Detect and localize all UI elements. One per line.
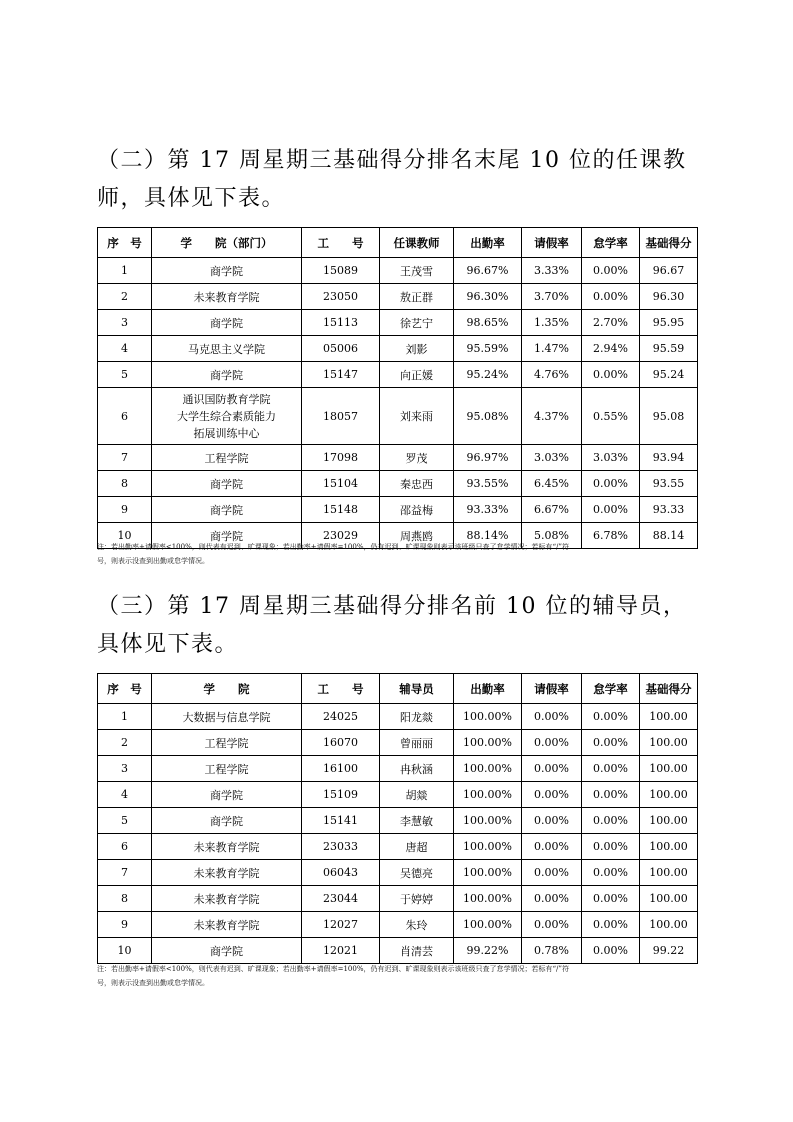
col-header-truancy: 怠学率 [582, 674, 640, 704]
row-score: 100.00 [640, 756, 698, 782]
row-score: 100.00 [640, 912, 698, 938]
row-id: 15104 [302, 471, 380, 497]
row-leave: 1.47% [522, 336, 582, 362]
row-no: 8 [98, 471, 152, 497]
row-attendance: 95.08% [454, 388, 522, 445]
row-name: 朱玲 [380, 912, 454, 938]
row-score: 96.67 [640, 258, 698, 284]
row-attendance: 100.00% [454, 912, 522, 938]
row-name: 刘影 [380, 336, 454, 362]
row-id: 24025 [302, 704, 380, 730]
row-score: 100.00 [640, 782, 698, 808]
row-truancy: 0.00% [582, 808, 640, 834]
row-leave: 0.00% [522, 808, 582, 834]
row-leave: 4.76% [522, 362, 582, 388]
row-name: 于婷婷 [380, 886, 454, 912]
row-truancy: 0.00% [582, 834, 640, 860]
row-id: 23050 [302, 284, 380, 310]
row-name: 肖清芸 [380, 938, 454, 964]
col-header-score: 基础得分 [640, 228, 698, 258]
row-college-multiline [152, 388, 302, 445]
row-truancy: 0.00% [582, 730, 640, 756]
row-score: 93.33 [640, 497, 698, 523]
row-leave: 6.67% [522, 497, 582, 523]
col-header-leave: 请假率 [522, 228, 582, 258]
col-header-score: 基础得分 [640, 674, 698, 704]
row-leave: 0.00% [522, 756, 582, 782]
row-truancy: 0.00% [582, 782, 640, 808]
table-row [98, 497, 698, 523]
row-name: 王茂雪 [380, 258, 454, 284]
row-college: 未来教育学院 [152, 860, 302, 886]
row-attendance: 93.55% [454, 471, 522, 497]
row-id: 15148 [302, 497, 380, 523]
row-no: 5 [98, 808, 152, 834]
table-row [98, 445, 698, 471]
row-no: 9 [98, 912, 152, 938]
row-id: 23033 [302, 834, 380, 860]
row-leave: 0.00% [522, 912, 582, 938]
row-id: 15113 [302, 310, 380, 336]
table-row [98, 730, 698, 756]
row-name: 周燕鸥 [380, 523, 454, 549]
row-no: 6 [98, 388, 152, 445]
row-name: 胡燚 [380, 782, 454, 808]
row-id: 15089 [302, 258, 380, 284]
row-college: 大数据与信息学院 [152, 704, 302, 730]
row-id: 23029 [302, 523, 380, 549]
row-name: 李慧敏 [380, 808, 454, 834]
teacher-table [97, 227, 698, 549]
row-college: 工程学院 [152, 756, 302, 782]
row-truancy: 0.00% [582, 284, 640, 310]
table-header-row [98, 674, 698, 704]
row-leave: 0.00% [522, 860, 582, 886]
col-header-teacher: 任课教师 [380, 228, 454, 258]
row-name: 敖正群 [380, 284, 454, 310]
table-row [98, 938, 698, 964]
row-name: 吴德亮 [380, 860, 454, 886]
row-name: 秦忠西 [380, 471, 454, 497]
row-truancy: 0.00% [582, 471, 640, 497]
row-leave: 0.78% [522, 938, 582, 964]
row-no: 1 [98, 704, 152, 730]
row-no: 1 [98, 258, 152, 284]
row-leave: 0.00% [522, 834, 582, 860]
row-truancy: 3.03% [582, 445, 640, 471]
row-name: 邵益梅 [380, 497, 454, 523]
row-attendance: 100.00% [454, 834, 522, 860]
row-id: 05006 [302, 336, 380, 362]
row-no: 10 [98, 523, 152, 549]
row-no: 8 [98, 886, 152, 912]
row-leave: 4.37% [522, 388, 582, 445]
row-truancy: 0.00% [582, 362, 640, 388]
row-attendance: 96.97% [454, 445, 522, 471]
row-attendance: 99.22% [454, 938, 522, 964]
row-attendance: 100.00% [454, 886, 522, 912]
row-college: 商学院 [152, 362, 302, 388]
table-row [98, 782, 698, 808]
row-score: 88.14 [640, 523, 698, 549]
row-attendance: 96.30% [454, 284, 522, 310]
row-score: 95.08 [640, 388, 698, 445]
row-truancy: 0.00% [582, 938, 640, 964]
row-leave: 3.03% [522, 445, 582, 471]
row-score: 100.00 [640, 808, 698, 834]
row-attendance: 93.33% [454, 497, 522, 523]
table-row [98, 860, 698, 886]
row-college: 商学院 [152, 782, 302, 808]
col-header-attendance: 出勤率 [454, 228, 522, 258]
row-truancy: 0.00% [582, 912, 640, 938]
row-attendance: 100.00% [454, 756, 522, 782]
row-score: 100.00 [640, 886, 698, 912]
table-row [98, 912, 698, 938]
table-row [98, 471, 698, 497]
college-line: 通识国防教育学院 [182, 392, 271, 406]
row-name: 刘来雨 [380, 388, 454, 445]
row-no: 7 [98, 445, 152, 471]
row-truancy: 0.00% [582, 860, 640, 886]
row-college: 马克思主义学院 [152, 336, 302, 362]
row-attendance: 100.00% [454, 860, 522, 886]
table-row [98, 704, 698, 730]
row-college: 商学院 [152, 258, 302, 284]
col-header-attendance: 出勤率 [454, 674, 522, 704]
row-score: 100.00 [640, 860, 698, 886]
table-row [98, 336, 698, 362]
row-leave: 6.45% [522, 471, 582, 497]
row-college: 商学院 [152, 497, 302, 523]
college-line: 大学生综合素质能力 [177, 409, 276, 423]
row-attendance: 95.59% [454, 336, 522, 362]
row-no: 7 [98, 860, 152, 886]
row-name: 阳龙燚 [380, 704, 454, 730]
row-score: 93.94 [640, 445, 698, 471]
row-college: 商学院 [152, 310, 302, 336]
row-no: 6 [98, 834, 152, 860]
row-id: 16100 [302, 756, 380, 782]
footnote-line: 号，则表示没查到出勤或怠学情况。 [97, 557, 209, 565]
row-attendance: 95.24% [454, 362, 522, 388]
row-truancy: 0.55% [582, 388, 640, 445]
row-college: 未来教育学院 [152, 284, 302, 310]
col-header-id: 工 号 [302, 674, 380, 704]
row-no: 4 [98, 336, 152, 362]
section3-heading: （三）第 17 周星期三基础得分排名前 10 位的辅导员，具体见下表。 [97, 594, 687, 657]
row-truancy: 0.00% [582, 258, 640, 284]
row-id: 15109 [302, 782, 380, 808]
table-row [98, 388, 698, 445]
table-footnote [97, 962, 697, 990]
table-row [98, 284, 698, 310]
row-college: 未来教育学院 [152, 912, 302, 938]
row-id: 06043 [302, 860, 380, 886]
row-score: 100.00 [640, 730, 698, 756]
row-truancy: 0.00% [582, 756, 640, 782]
college-line: 拓展训练中心 [193, 426, 260, 440]
table-header-row [98, 228, 698, 258]
footnote-line: 注：若出勤率+请假率<100%，则代表有迟到、旷课现象；若出勤率+请假率=100%，仍有迟到、旷课现象则表示该班级只查了怠学情况；若标有“/”符 [97, 543, 569, 551]
row-leave: 3.70% [522, 284, 582, 310]
row-id: 12027 [302, 912, 380, 938]
row-attendance: 96.67% [454, 258, 522, 284]
row-attendance: 98.65% [454, 310, 522, 336]
row-id: 23044 [302, 886, 380, 912]
row-id: 15141 [302, 808, 380, 834]
section2-heading: （二）第 17 周星期三基础得分排名末尾 10 位的任课教师，具体见下表。 [97, 148, 687, 211]
table-row [98, 834, 698, 860]
row-college: 未来教育学院 [152, 886, 302, 912]
row-no: 4 [98, 782, 152, 808]
row-id: 12021 [302, 938, 380, 964]
row-score: 100.00 [640, 834, 698, 860]
row-score: 93.55 [640, 471, 698, 497]
row-college: 商学院 [152, 808, 302, 834]
row-score: 100.00 [640, 704, 698, 730]
row-attendance: 100.00% [454, 808, 522, 834]
table-row [98, 886, 698, 912]
table-row [98, 362, 698, 388]
row-attendance: 88.14% [454, 523, 522, 549]
col-header-college: 学 院（部门） [152, 228, 302, 258]
row-score: 95.59 [640, 336, 698, 362]
table-row [98, 808, 698, 834]
row-leave: 3.33% [522, 258, 582, 284]
row-no: 3 [98, 310, 152, 336]
row-no: 5 [98, 362, 152, 388]
row-no: 2 [98, 284, 152, 310]
row-attendance: 100.00% [454, 782, 522, 808]
row-score: 96.30 [640, 284, 698, 310]
row-leave: 5.08% [522, 523, 582, 549]
row-score: 95.95 [640, 310, 698, 336]
row-truancy: 0.00% [582, 886, 640, 912]
row-truancy: 2.70% [582, 310, 640, 336]
row-id: 18057 [302, 388, 380, 445]
row-attendance: 100.00% [454, 704, 522, 730]
counselor-table [97, 673, 698, 964]
row-leave: 0.00% [522, 886, 582, 912]
col-header-truancy: 怠学率 [582, 228, 640, 258]
row-name: 罗茂 [380, 445, 454, 471]
row-college: 工程学院 [152, 730, 302, 756]
row-no: 3 [98, 756, 152, 782]
table-row [98, 258, 698, 284]
row-leave: 0.00% [522, 704, 582, 730]
row-score: 99.22 [640, 938, 698, 964]
row-truancy: 0.00% [582, 704, 640, 730]
col-header-no: 序 号 [98, 228, 152, 258]
row-college: 商学院 [152, 938, 302, 964]
row-name: 唐超 [380, 834, 454, 860]
row-college: 未来教育学院 [152, 834, 302, 860]
row-college: 工程学院 [152, 445, 302, 471]
row-name: 曾丽丽 [380, 730, 454, 756]
row-leave: 1.35% [522, 310, 582, 336]
row-id: 16070 [302, 730, 380, 756]
row-name: 向正媛 [380, 362, 454, 388]
row-truancy: 6.78% [582, 523, 640, 549]
footnote-line: 号，则表示没查到出勤或怠学情况。 [97, 979, 209, 987]
row-id: 15147 [302, 362, 380, 388]
table-row [98, 756, 698, 782]
row-name: 冉秋涵 [380, 756, 454, 782]
row-truancy: 2.94% [582, 336, 640, 362]
table-row [98, 310, 698, 336]
row-no: 2 [98, 730, 152, 756]
row-leave: 0.00% [522, 730, 582, 756]
table-footnote [97, 540, 697, 568]
row-no: 10 [98, 938, 152, 964]
footnote-line: 注：若出勤率+请假率<100%，则代表有迟到、旷课现象；若出勤率+请假率=100%，仍有迟到、旷课现象则表示该班级只查了怠学情况；若标有“/”符 [97, 965, 569, 973]
row-score: 95.24 [640, 362, 698, 388]
row-truancy: 0.00% [582, 497, 640, 523]
col-header-no: 序 号 [98, 674, 152, 704]
col-header-college: 学 院 [152, 674, 302, 704]
row-leave: 0.00% [522, 782, 582, 808]
row-name: 徐艺宁 [380, 310, 454, 336]
row-id: 17098 [302, 445, 380, 471]
row-attendance: 100.00% [454, 730, 522, 756]
col-header-id: 工 号 [302, 228, 380, 258]
row-college: 商学院 [152, 471, 302, 497]
col-header-counselor: 辅导员 [380, 674, 454, 704]
row-no: 9 [98, 497, 152, 523]
row-college: 商学院 [152, 523, 302, 549]
col-header-leave: 请假率 [522, 674, 582, 704]
